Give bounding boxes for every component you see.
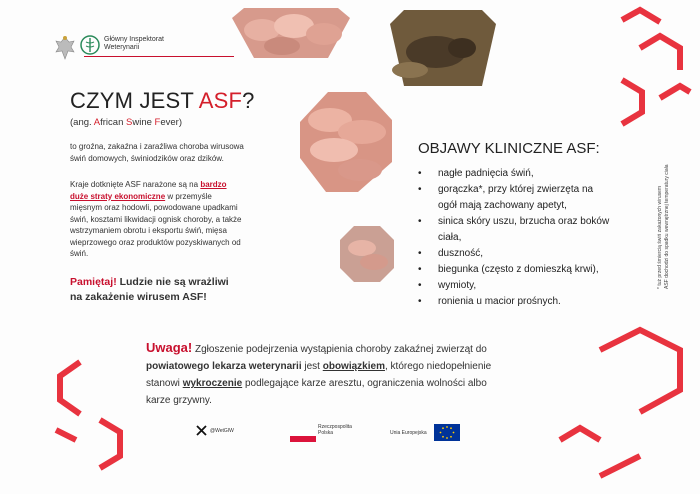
- warning-line: [146, 375, 596, 392]
- symptom-item: • biegunka (często z domieszką krwi),: [418, 262, 650, 278]
- rp-text: [318, 424, 352, 436]
- remember-note: [70, 275, 320, 305]
- warning-line: [146, 358, 596, 375]
- warning-paragraph: [146, 339, 596, 409]
- impact-highlight: duże straty ekonomiczne: [70, 191, 166, 201]
- symptom-item: • wymioty,: [418, 278, 650, 294]
- header-rule: [84, 56, 234, 57]
- warning-bold: powiatowego lekarza weterynarii: [146, 361, 302, 372]
- page-title: [70, 88, 255, 114]
- warning-underlined: wykroczenie: [182, 378, 243, 389]
- symptom-item: • nagłe padnięcia świń,: [418, 166, 650, 182]
- subtitle-letter-f: F: [154, 117, 161, 128]
- symptom-item: • duszność,: [418, 246, 650, 262]
- warning-text: , którego niedopełnienie: [384, 361, 492, 372]
- title-suffix: ?: [242, 88, 255, 113]
- warning-text: Zgłoszenie podejrzenia wystąpienia choroby zakaźnej zwierząt do: [192, 344, 487, 355]
- symptom-item: • sinica skóry uszu, brzucha oraz boków: [418, 214, 650, 230]
- footnote-line: ASF dochodzi do spadku wewnętrznej temperatury ciała: [664, 164, 670, 289]
- polish-flag-icon: [290, 430, 316, 442]
- impact-text: w przemyśle: [165, 191, 212, 201]
- warning-label: Uwaga!: [146, 340, 193, 355]
- impact-highlight: bardzo: [200, 180, 227, 189]
- impact-line: mięsnym oraz hodowli, powodowane upadkami: [70, 203, 238, 212]
- eu-label: Unia Europejska: [390, 430, 427, 436]
- eagle-emblem-icon: [52, 34, 78, 62]
- title-prefix: CZYM JEST: [70, 88, 199, 113]
- warning-text: jest: [301, 361, 323, 372]
- warning-text: podlegające karze aresztu, ograniczenia wolności albo: [242, 378, 487, 389]
- org-name-line1: Główny Inspektorat: [104, 36, 164, 43]
- x-logo-icon: [196, 425, 207, 436]
- warning-text: stanowi: [146, 378, 183, 389]
- remember-line2: na zakażenie wirusem ASF!: [70, 291, 207, 303]
- subtitle-letter-s: S: [126, 117, 133, 128]
- warning-underlined: obowiązkiem: [322, 361, 385, 372]
- eu-logo: [390, 424, 470, 442]
- fever-footnote: [656, 150, 670, 290]
- symptom-item-continuation: ciała,: [438, 232, 462, 243]
- warning-line: [146, 339, 596, 358]
- eu-flag-icon: [434, 424, 460, 441]
- impact-line: wstrzymaniem obrotu i eksportu świń, mięsa: [70, 226, 227, 235]
- impact-text: Kraje dotknięte ASF narażone są na: [70, 180, 201, 189]
- org-name: [104, 36, 164, 52]
- intro-paragraph: [70, 141, 310, 164]
- impact-line: wieprzowego oraz produktów pozyskiwanych od: [70, 237, 241, 247]
- rp-line: Rzeczpospolita: [318, 424, 352, 430]
- subtitle-letter-a: A: [93, 117, 101, 128]
- symptom-item: • ronienia u macior prośnych.: [418, 294, 650, 310]
- x-handle-text: @WetGIW: [210, 428, 234, 434]
- symptom-item-continuation: ogół mają zachowany apetyt,: [438, 200, 567, 211]
- subtitle-swine: wine: [132, 117, 155, 128]
- symptom-item: • gorączka*, przy której zwierzęta na: [418, 182, 650, 198]
- pigs-photo-middle: [300, 92, 392, 192]
- impact-paragraph: [70, 179, 310, 260]
- subtitle-open: (ang.: [70, 117, 94, 128]
- impact-line: świń.: [70, 249, 89, 258]
- remember-text: Ludzie nie są wrażliwi: [116, 276, 229, 288]
- impact-line: [70, 191, 310, 203]
- impact-line: [70, 179, 310, 191]
- pigs-photo-small: [340, 226, 394, 282]
- symptoms-list: [418, 166, 650, 310]
- pigs-photo-top: [232, 8, 350, 58]
- impact-line: świń, kosztami likwidacji ognisk choroby, a także: [70, 214, 242, 224]
- subtitle-african: frican: [100, 117, 126, 128]
- rzeczpospolita-logo: [290, 422, 360, 444]
- title-highlight: ASF: [198, 88, 243, 113]
- rp-line: Polska: [318, 430, 334, 436]
- intro-line: świń domowych, świniodzików oraz dzików.: [70, 153, 224, 163]
- remember-label: Pamiętaj!: [70, 276, 117, 288]
- symptoms-title: OBJAWY KLINICZNE ASF:: [418, 140, 600, 157]
- subtitle-fever: ever): [160, 117, 182, 128]
- org-name-line2: Weterynarii: [104, 44, 140, 51]
- remember-line1: [70, 275, 320, 290]
- x-social-handle[interactable]: [196, 424, 256, 438]
- intro-line: to groźna, zakaźna i zaraźliwa choroba wirusowa: [70, 142, 244, 151]
- footnote-line: * tuż przed śmiercią świń zakażonych wirusem: [657, 185, 663, 289]
- veterinary-caduceus-icon: [80, 35, 100, 55]
- wild-boar-photo: [390, 10, 496, 86]
- warning-line: karze grzywny.: [146, 395, 212, 406]
- giw-logo: [52, 34, 222, 64]
- subtitle: [70, 117, 182, 128]
